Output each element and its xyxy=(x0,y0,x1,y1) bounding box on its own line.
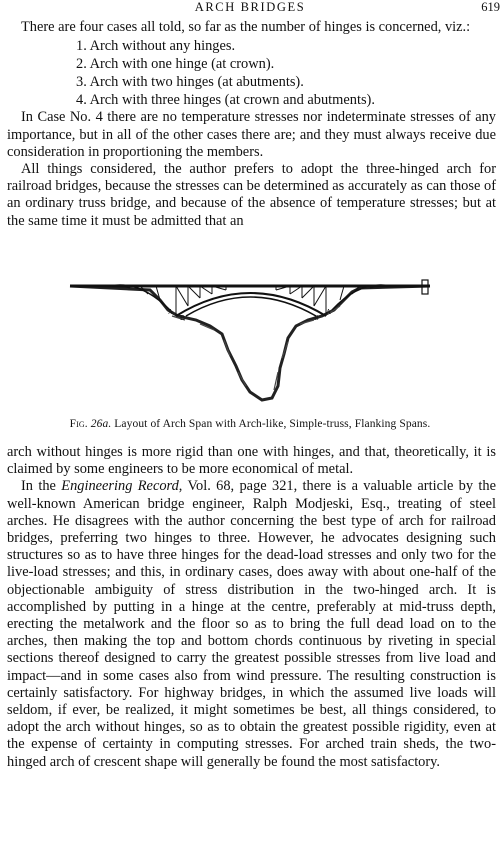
para4-lead: In the xyxy=(21,478,56,495)
label-a-right: A xyxy=(326,308,332,316)
continuation-paragraph: arch without hinges is more rigid than one with hinges, and that, theoretically, it is claimed by some engineers to be more economical of metal. xyxy=(7,444,496,478)
arch-span-drawing xyxy=(0,272,500,422)
case-text: Arch with two hinges (at abutments). xyxy=(89,73,304,90)
arch-span-figure xyxy=(0,272,500,442)
figure-number: 26a. xyxy=(90,418,112,430)
case-text: Arch with one hinge (at crown). xyxy=(89,56,275,72)
case-number: 1. xyxy=(76,38,87,55)
label-b-left: B xyxy=(180,314,185,322)
figure-label: Fig. xyxy=(69,418,88,430)
list-item xyxy=(7,74,496,92)
case-number: 4. xyxy=(76,91,87,108)
list-item xyxy=(7,56,496,74)
intro-paragraph: There are four cases all told, so far as the number of hinges is concerned, viz.: xyxy=(21,19,471,35)
modjeski-paragraph xyxy=(7,478,496,770)
lower-text-block xyxy=(7,444,496,771)
label-a-left: A xyxy=(168,308,174,316)
case-text: Arch without any hinges. xyxy=(89,38,236,55)
caption-text: Layout of Arch Span with Arch-like, Simple-truss, Flanking Spans. xyxy=(114,418,431,430)
list-item xyxy=(7,38,496,56)
arch-inner-chord xyxy=(186,297,316,316)
case-four-paragraph: In Case No. 4 there are no temperature stresses nor indeterminate stresses of any importance, but in all of the other cases there are; and they must always receive due consideration in proportioning the members. xyxy=(7,109,496,160)
page-number: 619 xyxy=(481,0,500,14)
running-title: ARCH BRIDGES xyxy=(194,0,306,14)
case-text: Arch with three hinges (at crown and abutments). xyxy=(89,91,375,108)
label-b-right: B xyxy=(314,314,319,322)
journal-title: Engineering Record xyxy=(61,478,179,495)
list-item xyxy=(7,92,496,110)
para4-body: , Vol. 68, page 321, there is a valuable article by the well-known American bridge engineer, Ralph Modjeski, Esq., treating of steel arches. He disagrees with the author concerning the best type of arch for railroad bridges, preferring two hinges to three. However, he advocates designing such structures so as to have three hinges for the dead-load stresses and only two for the live-load stresses; and this, in ordinary cases, does away with about one-half of the objectionable ambiguity of stress distribution in the two-hinged arch. It is accomplished by putting in a hinge at the centre, preferably at mid-truss depth, erecting the metalwork and the floor so as to bring the full dead load on to the arches, then making the top and bottom chords continuous by riveting in special sections thereof designed to carry the greatest possible stresses from live load and impact—and in some cases also from wind pressure. The resulting construction is certainly satisfactory. For highway bridges, in which the assumed live loads will seldom, if ever, be realized, it might sometimes be best, all things considered, to adopt the arch without hinges, so as to obtain the greatest possible rigidity, even at the expense of certainty in computing stresses. For arched train sheds, the two-hinged arch of crescent shape will generally be found the most satisfactory. xyxy=(7,478,496,770)
case-number: 2. xyxy=(76,56,87,72)
preference-paragraph: All things considered, the author prefers to adopt the three-hinged arch for railroad bridges, because the stresses can be determined as accurately as can those of an ordinary truss bridge, and because of the absence of temperature stresses; but at the same time it must be admitted that an xyxy=(7,161,496,229)
case-number: 3. xyxy=(76,73,87,90)
hinge-cases-list xyxy=(7,38,496,109)
upper-text-block xyxy=(7,19,496,230)
figure-caption xyxy=(0,418,500,430)
running-header xyxy=(0,0,500,16)
gorge-profile xyxy=(70,286,430,400)
